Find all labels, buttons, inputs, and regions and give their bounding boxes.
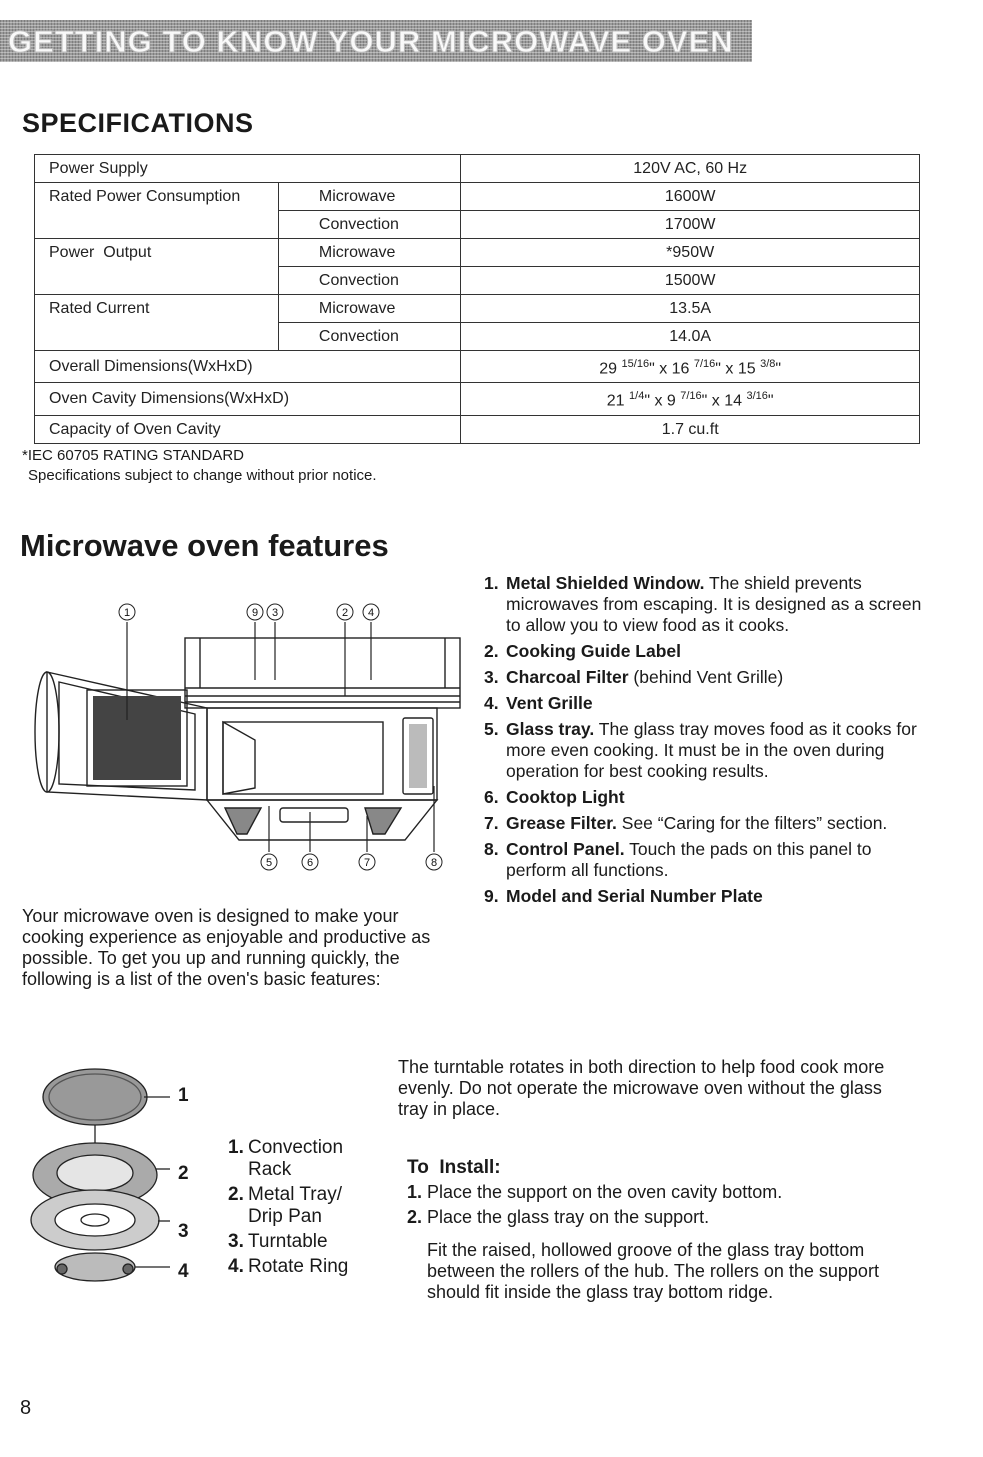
list-item: 6. Cooktop Light: [484, 787, 625, 807]
spec-sublabel: Microwave: [278, 183, 460, 211]
callout-label: 3: [271, 607, 279, 619]
callout-label: 6: [306, 857, 314, 869]
callout-label: 9: [251, 607, 259, 619]
table-row: [35, 155, 920, 183]
list-item: 2. Place the glass tray on the support.: [407, 1207, 710, 1227]
table-row: [35, 211, 920, 239]
turntable-label: 4: [178, 1261, 189, 1282]
change-note: Specifications subject to change without prior notice.: [28, 467, 377, 484]
spec-label: Rated Current: [35, 295, 279, 323]
page-number: 8: [20, 1397, 32, 1419]
callout-label: 2: [341, 607, 349, 619]
list-item: 2. Cooking Guide Label: [484, 641, 682, 661]
spec-value: 1700W: [461, 211, 920, 239]
list-item: 3. Charcoal Filter (behind Vent Grille): [484, 667, 784, 687]
table-row: [35, 415, 920, 443]
spec-label: Power Supply: [35, 155, 461, 183]
spec-label-empty: [35, 211, 279, 239]
list-item: 3. Turntable: [228, 1231, 328, 1252]
list-item: 1. Metal Shielded Window. The shield prevents microwaves from escaping. It is designed as a screen to allow you to view food as it cooks.: [484, 573, 922, 635]
spec-value-dimensions: 21 $^{1/4}$" x 9 $^{7/16}$" x 14 $^{3/16}$": [461, 383, 920, 415]
features-list: [484, 573, 924, 912]
list-item: 4. Rotate Ring: [228, 1256, 349, 1277]
spec-sublabel: Microwave: [278, 295, 460, 323]
table-row: [35, 323, 920, 351]
table-row: [35, 183, 920, 211]
list-item: 9. Model and Serial Number Plate: [484, 886, 763, 906]
spec-sublabel: Convection: [278, 323, 460, 351]
banner-title: GETTING TO KNOW YOUR MICROWAVE OVEN: [8, 24, 734, 59]
turntable-label: 3: [178, 1221, 189, 1242]
turntable-diagram: [20, 1055, 195, 1305]
rating-note: *IEC 60705 RATING STANDARD: [22, 447, 245, 464]
specifications-title: SPECIFICATIONS: [22, 108, 254, 138]
callout-label: 8: [430, 857, 438, 869]
turntable-parts-list: [228, 1137, 378, 1281]
spec-value: 1600W: [461, 183, 920, 211]
table-row: [35, 383, 920, 415]
microwave-diagram: [25, 590, 465, 890]
callout-label: 7: [363, 857, 371, 869]
spec-label-empty: [35, 323, 279, 351]
features-title: Microwave oven features: [20, 528, 389, 563]
spec-value: 120V AC, 60 Hz: [461, 155, 920, 183]
install-title: To Install:: [407, 1157, 501, 1178]
spec-value-dimensions: 29 $^{15/16}$" x 16 $^{7/16}$" x 15 $^{3/8}$": [461, 351, 920, 383]
spec-label: Rated Power Consumption: [35, 183, 279, 211]
table-row: [35, 295, 920, 323]
spec-value: 1500W: [461, 267, 920, 295]
install-detail: Fit the raised, hollowed groove of the glass tray bottom between the rollers of the hub. The rollers on the support should fit inside the glass tray bottom ridge.: [427, 1240, 879, 1302]
list-item: 1. Convection Rack: [228, 1137, 344, 1180]
spec-value: 14.0A: [461, 323, 920, 351]
callout-label: 4: [367, 607, 375, 619]
spec-value: 13.5A: [461, 295, 920, 323]
turntable-label: 2: [178, 1163, 189, 1184]
header-banner: [0, 20, 752, 62]
callout-label: 5: [265, 857, 273, 869]
list-item: 8. Control Panel. Touch the pads on this panel to perform all functions.: [484, 839, 872, 880]
spec-value: *950W: [461, 239, 920, 267]
table-row: [35, 267, 920, 295]
spec-label: Capacity of Oven Cavity: [35, 415, 461, 443]
specifications-table: [34, 154, 920, 444]
spec-label: Power Output: [35, 239, 279, 267]
features-intro: Your microwave oven is designed to make your cooking experience as enjoyable and productive as possible. To get you up and running quickly, the following is a list of the oven's basic features:: [22, 906, 431, 989]
spec-sublabel: Microwave: [278, 239, 460, 267]
list-item: 7. Grease Filter. See “Caring for the filters” section.: [484, 813, 888, 833]
spec-label: Oven Cavity Dimensions(WxHxD): [35, 383, 461, 415]
spec-sublabel: Convection: [278, 267, 460, 295]
list-item: 2. Metal Tray/ Drip Pan: [228, 1184, 342, 1227]
spec-label-empty: [35, 267, 279, 295]
turntable-label: 1: [178, 1085, 189, 1106]
spec-value: 1.7 cu.ft: [461, 415, 920, 443]
install-steps: [407, 1182, 907, 1232]
list-item: 5. Glass tray. The glass tray moves food as it cooks for more even cooking. It must be in the oven during operation for best cooking results.: [484, 719, 917, 781]
callout-label: 1: [123, 607, 131, 619]
spec-sublabel: Convection: [278, 211, 460, 239]
spec-label: Overall Dimensions(WxHxD): [35, 351, 461, 383]
list-item: 4. Vent Grille: [484, 693, 593, 713]
table-row: [35, 239, 920, 267]
table-row: [35, 351, 920, 383]
list-item: 1. Place the support on the oven cavity bottom.: [407, 1182, 783, 1202]
turntable-description: The turntable rotates in both direction to help food cook more evenly. Do not operate the microwave oven without the glass tray in place.: [398, 1057, 885, 1119]
